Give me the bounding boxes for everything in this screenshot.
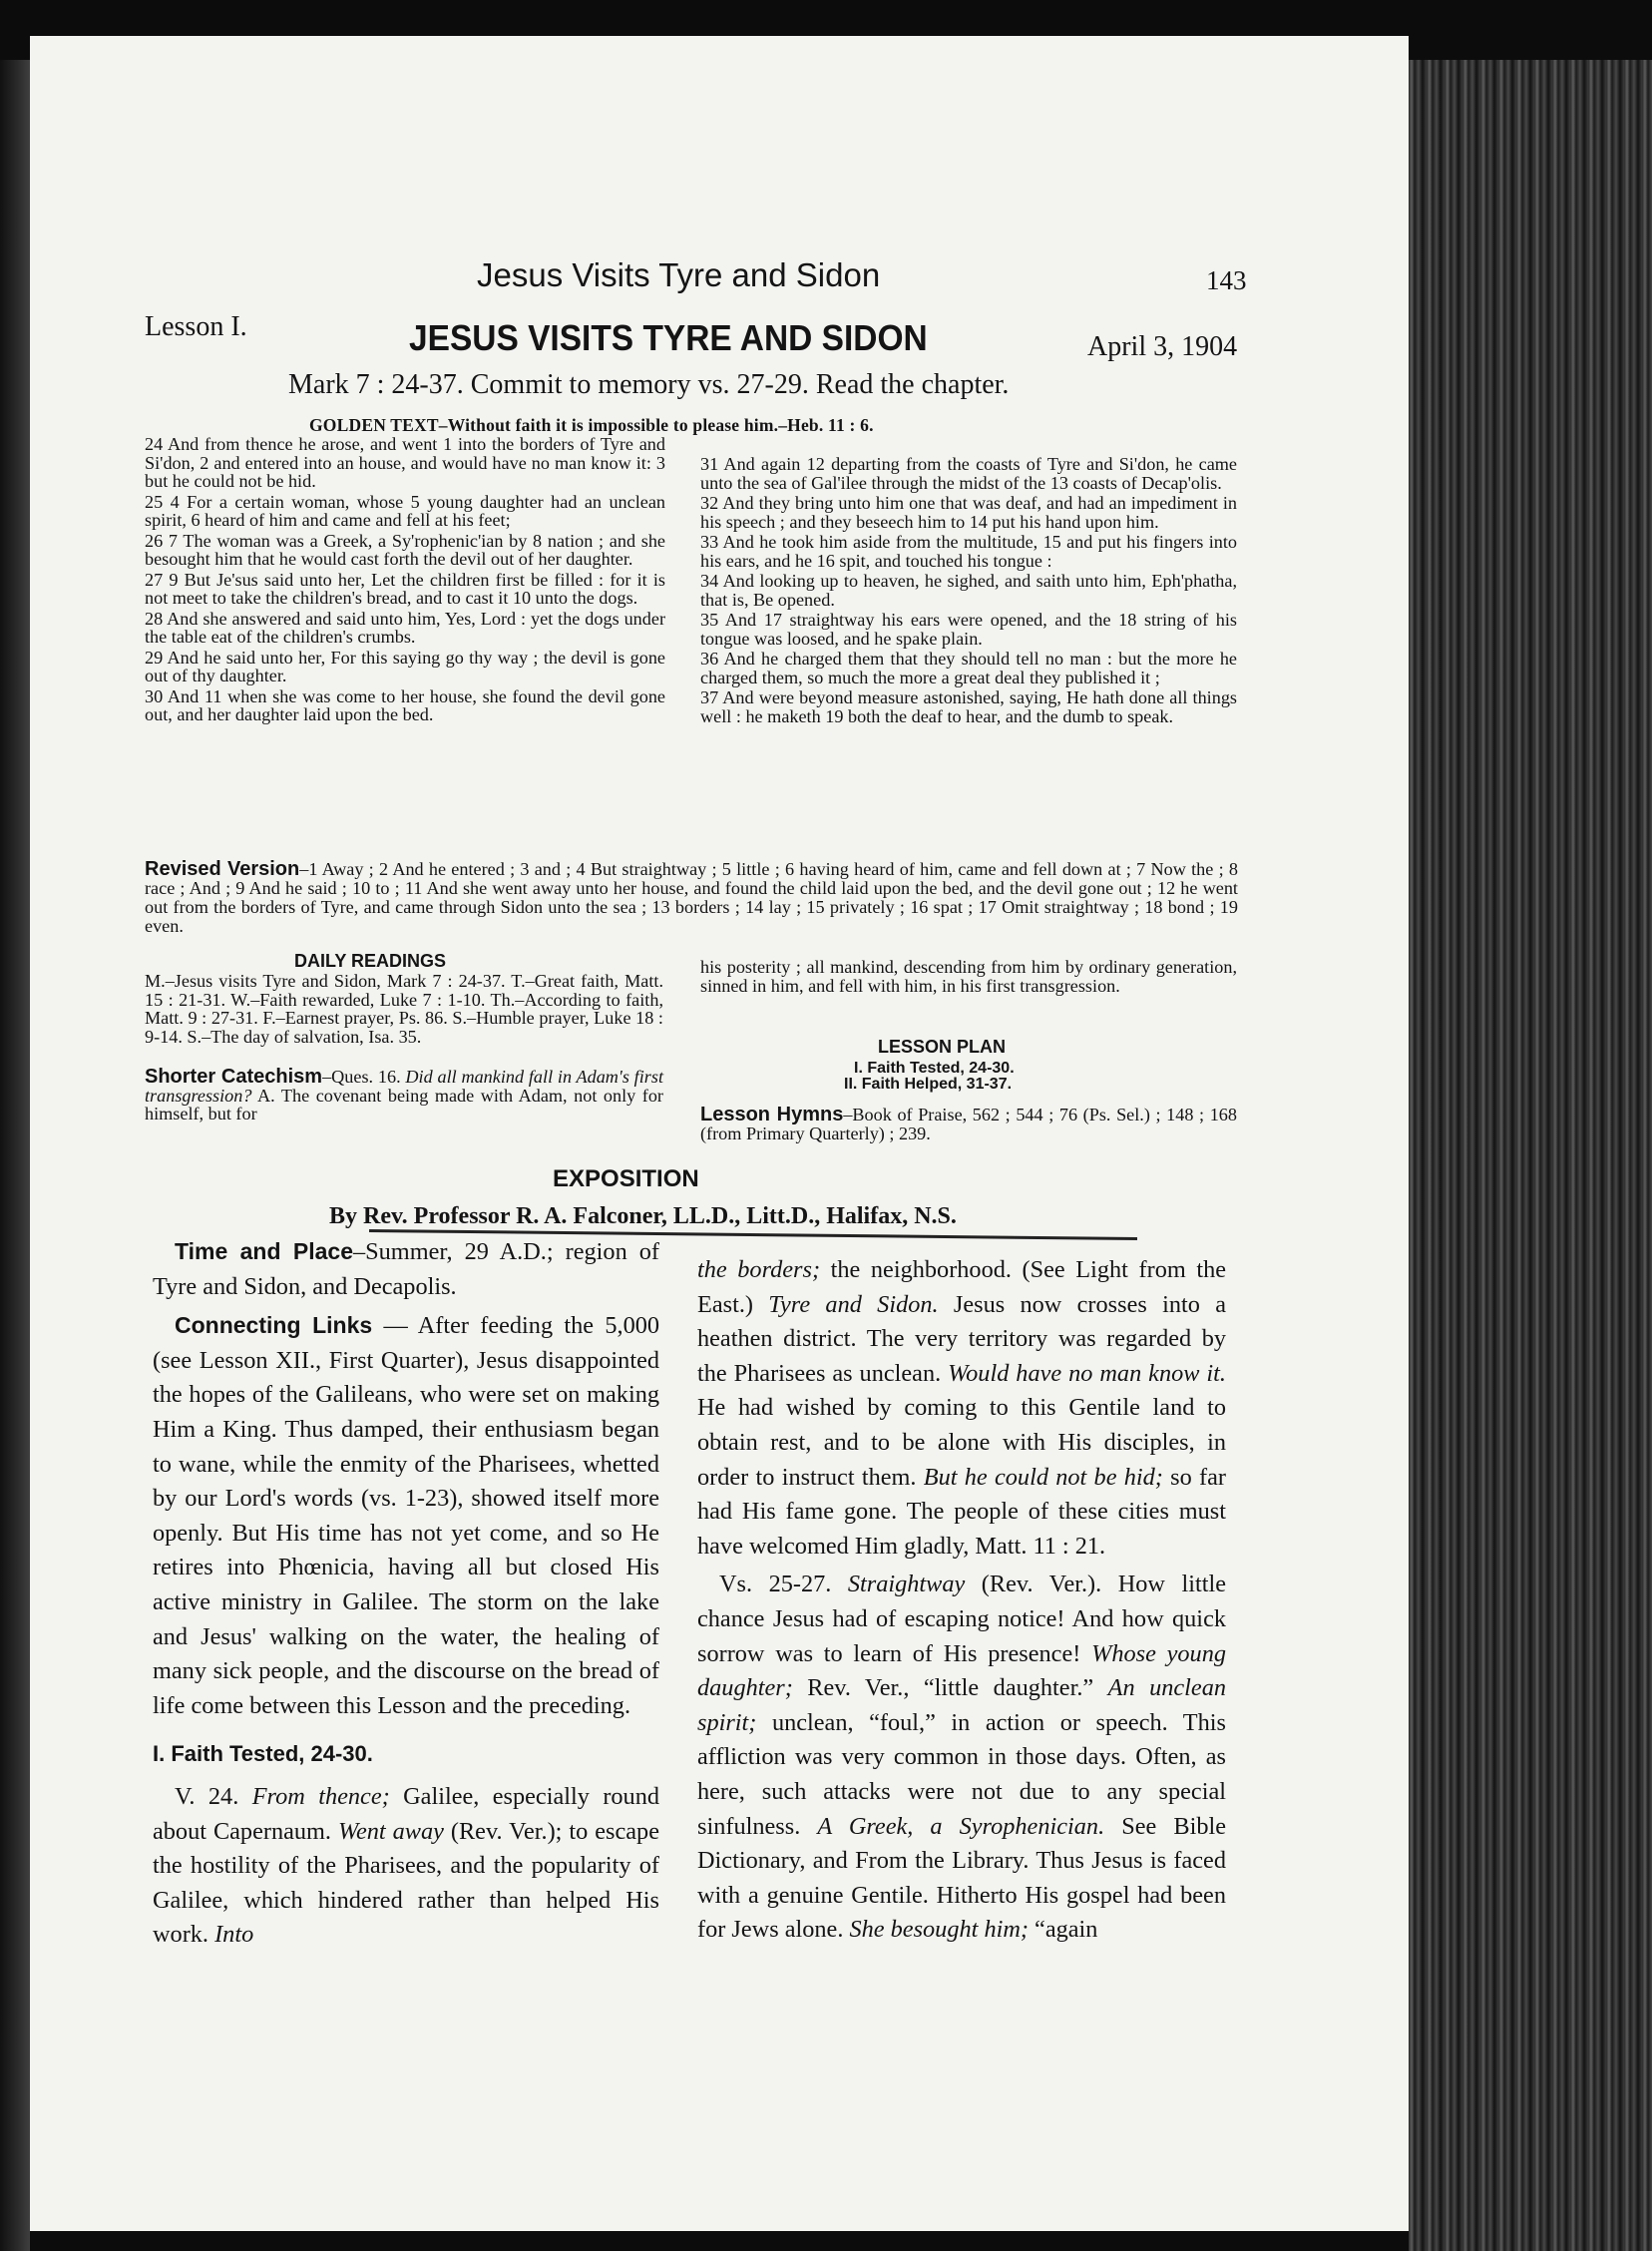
golden-text: GOLDEN TEXT–Without faith it is impossible to please him.–Heb. 11 : 6. [309,415,874,435]
scripture-verses-right [700,455,1237,727]
italic-run: She besought him; [849,1916,1029,1944]
connecting-text: — After feeding the 5,000 (see Lesson XII., First Quarter), Jesus disappointed the hopes of the Galileans, who were set on making Him a King. Thus damped, their enthusiasm began to wane, while the enmity of the Pharisees, whetted by our Lord's words (vs. 1-23), showed itself more openly. But His time has not yet come, and so He retires into Phœnicia, having all but closed His active ministry in Galilee. The storm on the lake and Jesus' walking on the water, the healing of many sick people, and the discourse on the bread of life come between this Lesson and the preceding. [153,1312,660,1719]
exposition-heading: EXPOSITION [553,1165,699,1192]
exposition-left-column [153,1234,659,1957]
verse: 37 And were beyond measure astonished, saying, He hath done all things well : he maketh 19 both the deaf to hear, and the dumb to speak. [700,687,1237,726]
verse-24-commentary [153,1780,659,1953]
verse: 28 And she answered and said unto him, Yes, Lord : yet the dogs under the table eat of the children's crumbs. [145,608,665,647]
verse: 26 7 The woman was a Greek, a Sy'rophenic'ian by 8 nation ; and she besought him that he would cast forth the devil out of her daughter. [145,530,665,569]
running-head: Jesus Visits Tyre and Sidon [477,256,881,293]
verse: 36 And he charged them that they should tell no man : but the more he charged them, so much the more a great deal they published it ; [700,649,1237,687]
verse: 29 And he said unto her, For this saying go thy way ; the devil is gone out of thy daughter. [145,647,665,685]
text-run: Rev. Ver., “little daughter.” [792,1674,1108,1702]
verse: 25 4 For a certain woman, whose 5 young daughter had an unclean spirit, 6 heard of him and came and fell at his feet; [145,491,665,530]
section-heading: I. Faith Tested, 24-30. [153,1741,373,1767]
verse: 24 And from thence he arose, and went 1 into the borders of Tyre and Si'don, 2 and entered into an house, and would have no man know it: 3 but he could not be hid. [145,434,665,491]
italic-run: From thence; [251,1782,390,1810]
italic-run: the borders; [697,1256,821,1283]
italic-run: But he could not be hid; [923,1463,1163,1491]
catechism-question-text: Did all mankind fall in Adam's first transgression? [145,1067,663,1106]
text-run: unclean, “foul,” in action or speech. This affliction was very common in those days. Often, as here, such attacks were not due to any special sinfulness. [697,1708,1226,1840]
text-run: He had wished by coming to this Gentile land to obtain rest, and to be alone with His disciples, in order to instruct them. [697,1394,1226,1491]
lesson-hymns [700,1106,1237,1143]
lesson-number: Lesson I. [145,311,247,342]
scripture-verses-left [145,435,665,726]
revised-version-notes [145,860,1238,936]
italic-run: Went away [337,1817,444,1845]
book-page-edges [1409,60,1652,2251]
exposition-author: By Rev. Professor R. A. Falconer, LL.D., Litt.D., Halifax, N.S. [329,1203,957,1229]
lesson-plan-item: I. Faith Tested, 24-30. [854,1060,1015,1077]
verse: 34 And looking up to heaven, he sighed, and saith unto him, Eph'phatha, that is, Be opened. [700,571,1237,610]
exposition-right-column [697,1253,1226,1952]
time-place-label: Time and Place [175,1238,353,1264]
verse: 35 And 17 straightway his ears were opened, and the 18 string of his tongue was loosed, and he spake plain. [700,610,1237,649]
verse: 30 And 11 when she was come to her house, she found the devil gone out, and her daughter laid upon the bed. [145,685,665,724]
text-run: (Rev. Ver.). How little chance Jesus had of escaping notice! And how quick sorrow was to learn of His presence! [697,1571,1226,1667]
italic-run: Would have no man know it. [948,1359,1226,1387]
connecting-links [153,1308,659,1723]
scripture-reference: Mark 7 : 24-37. Commit to memory vs. 27-29. Read the chapter. [288,369,1010,400]
italic-run: Into [214,1921,254,1949]
daily-readings-heading: DAILY READINGS [294,951,447,971]
text-run: Jesus now crosses into a heathen district. The very territory was regarded by the Pharisees as unclean. [697,1290,1226,1387]
daily-readings-text: M.–Jesus visits Tyre and Sidon, Mark 7 : 24-37. T.–Great faith, Matt. 15 : 21-31. W.–Faith rewarded, Luke 7 : 1-10. Th.–According to faith, Matt. 9 : 27-31. F.–Earnest prayer, Ps. 86. S.–Humble prayer, Luke 18 : 9-14. S.–The day of salvation, Isa. 35. [145,971,663,1047]
verses-25-27-commentary [697,1568,1226,1948]
text-run: so far had His fame gone. The people of these cities must have welcomed Him gladly, Matt. 11 : 21. [697,1463,1226,1560]
hymns-label: Lesson Hymns [700,1104,844,1126]
text-run: the neighborhood. (See Light from the East.) [697,1256,1227,1318]
lesson-date: April 3, 1904 [1087,331,1238,362]
connecting-label: Connecting Links [175,1312,373,1339]
verse: 33 And he took him aside from the multitude, 15 and put his fingers into his ears, and he 16 spit, and touched his tongue : [700,532,1237,571]
time-and-place [153,1234,659,1304]
catechism-answer: A. The covenant being made with Adam, not only for himself, but for [145,1085,663,1124]
verse-24-commentary-continued [697,1253,1226,1564]
text-run: See Bible Dictionary, and From the Library. Thus Jesus is faced with a genuine Gentile. Hitherto His gospel had been for Jews alone. [697,1812,1227,1944]
revised-version-label: Revised Version [145,858,300,880]
catechism-question: –Ques. 16. [322,1067,401,1087]
italic-run: Tyre and Sidon. [768,1290,939,1318]
lesson-plan-item: II. Faith Helped, 31-37. [844,1076,1013,1093]
italic-run: Whose young daughter; [697,1639,1226,1702]
verse: 27 9 But Je'sus said unto her, Let the children first be filled : for it is not meet to take the children's bread, and to cast it 10 unto the dogs. [145,569,665,608]
verse: 31 And again 12 departing from the coasts of Tyre and Si'don, he came unto the sea of Gal'ilee through the midst of the 13 coasts of Decap'olis. [700,454,1237,493]
scan-left-shadow [0,60,30,2251]
page-number: 143 [1206,265,1247,295]
text-run: Galilee, especially round about Capernaum. [153,1782,659,1845]
shorter-catechism [145,1068,663,1124]
verse: 32 And they bring unto him one that was deaf, and had an impediment in his speech ; and they beseech him to 14 put his hand upon him. [700,493,1237,532]
italic-run: An unclean spirit; [697,1674,1226,1736]
text-run: “again [1028,1916,1098,1944]
lesson-title: JESUS VISITS TYRE AND SIDON [409,317,928,358]
italic-run: A Greek, a Syrophenician. [817,1812,1105,1840]
text-run: V. 24. [175,1782,252,1810]
lesson-plan-heading: LESSON PLAN [878,1037,1007,1057]
hymns-text: –Book of Praise, 562 ; 544 ; 76 (Ps. Sel.) ; 148 ; 168 (from Primary Quarterly) ; 239. [700,1105,1237,1143]
time-place-text: –Summer, 29 A.D.; region of Tyre and Sidon, and Decapolis. [153,1238,659,1300]
catechism-continued: his posterity ; all mankind, descending from him by ordinary generation, sinned in him, and fell with him, in his first transgression. [700,957,1237,996]
catechism-label: Shorter Catechism [145,1066,323,1088]
italic-run: Straightway [847,1571,966,1598]
text-run: Vs. 25-27. [719,1571,848,1598]
revised-version-text: –1 Away ; 2 And he entered ; 3 and ; 4 But straightway ; 5 little ; 6 having heard of him, came and fell down at ; 7 Now the ; 8 race ; And ; 9 And he said ; 10 to ; 11 And she went away unto her house, and found the child laid upon the bed, and the devil gone out ; 12 he went out from the borders of Tyre, and came through Sidon unto the sea ; 13 borders ; 14 lay ; 15 privately ; 16 spat ; 17 Omit straightway ; 18 bond ; 19 even. [145,859,1238,936]
text-run: (Rev. Ver.); to escape the hostility of the Pharisees, and the popularity of Galilee, which hindered rather than helped His work. [153,1817,659,1949]
